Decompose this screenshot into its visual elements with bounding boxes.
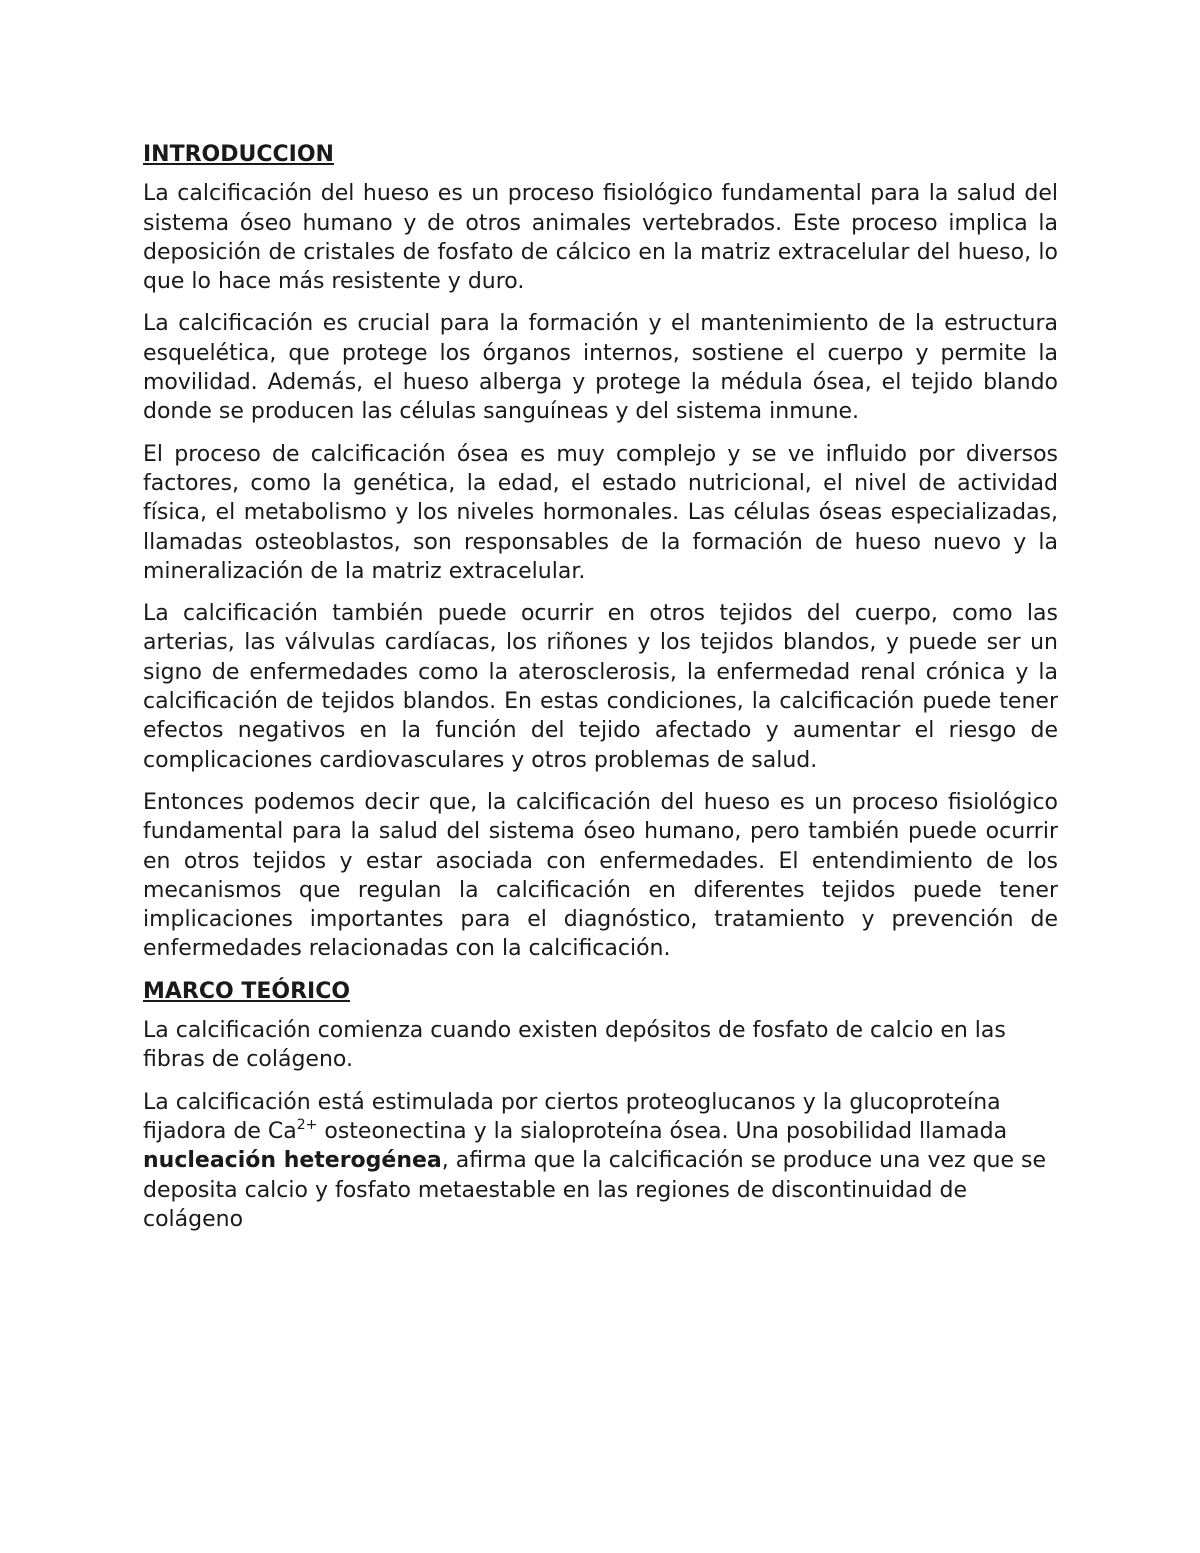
intro-paragraph-5: Entonces podemos decir que, la calcificación del hueso es un proceso fisiológico fundamental para la salud del sistema óseo humano, pero también puede ocurrir en otros tejidos y estar asociada con enfermedades. El entendimiento de los mecanismos que regulan la calcificación en diferentes tejidos puede tener implicaciones importantes para el diagnóstico, tratamiento y prevención de enfermedades relacionadas con la calcificación. xyxy=(143,789,1058,962)
bold-term: nucleación heterogénea xyxy=(143,1148,442,1174)
marco-paragraph-2 xyxy=(143,1088,1058,1234)
intro-paragraph-3: El proceso de calcificación ósea es muy complejo y se ve influido por diversos factores, como la genética, la edad, el estado nutricional, el nivel de actividad física, el metabolismo y los niveles hormonales. Las células óseas especializadas, llamadas osteoblastos, son responsables de la formación de hueso nuevo y la mineralización de la matriz extracelular. xyxy=(143,441,1058,584)
calcium-charge-superscript: 2+ xyxy=(296,1116,318,1133)
intro-paragraph-2: La calcificación es crucial para la formación y el mantenimiento de la estructura esquelética, que protege los órganos internos, sostiene el cuerpo y permite la movilidad. Además, el hueso alberga y protege la médula ósea, el tejido blando donde se producen las células sanguíneas y del sistema inmune. xyxy=(143,311,1058,425)
marco-heading: MARCO TEÓRICO xyxy=(143,978,351,1004)
intro-heading: INTRODUCCION xyxy=(143,142,334,167)
document-page xyxy=(143,140,1058,1247)
marco-paragraph-2-text-c: , afirma que la calcificación se produce una vez que se deposita calcio y fosfato metaestable en las regiones de discontinuidad de colágeno xyxy=(143,1148,1047,1232)
marco-paragraph-2-text-b: osteonectina y la sialoproteína ósea. Una posobilidad llamada xyxy=(317,1118,1008,1144)
intro-paragraph-4: La calcificación también puede ocurrir en otros tejidos del cuerpo, como las arterias, las válvulas cardíacas, los riñones y los tejidos blandos, y puede ser un signo de enfermedades como la aterosclerosis, la enfermedad renal crónica y la calcificación de tejidos blandos. En estas condiciones, la calcificación puede tener efectos negativos en la función del tejido afectado y aumentar el riesgo de complicaciones cardiovasculares y otros problemas de salud. xyxy=(143,601,1058,773)
marco-paragraph-1: La calcificación comienza cuando existen depósitos de fosfato de calcio en las fibras de colágeno. xyxy=(143,1018,1006,1073)
intro-paragraph-1: La calcificación del hueso es un proceso fisiológico fundamental para la salud del sistema óseo humano y de otros animales vertebrados. Este proceso implica la deposición de cristales de fosfato de cálcico en la matriz extracelular del hueso, lo que lo hace más resistente y duro. xyxy=(143,181,1058,295)
marco-paragraph-2-text-a: La calcificación está estimulada por ciertos proteoglucanos y la glucoproteína fijadora de Ca xyxy=(143,1089,1001,1144)
